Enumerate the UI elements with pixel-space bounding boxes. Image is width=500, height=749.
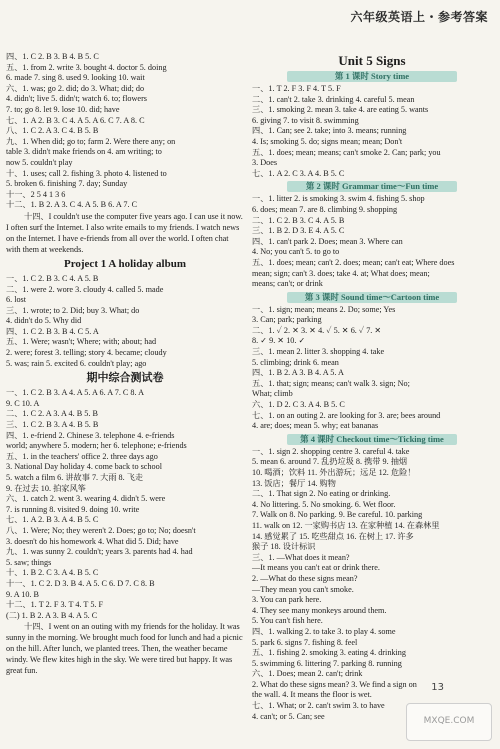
answer-line: 五、1. in the teachers' office 2. three days ago [6,451,158,461]
essay-2: 十四、I went on an outing with my friends for the holiday. It was sunny in the morning. We brought much food for lunch and had a picnic on the hill. After lunch, we planted trees. Then, the weather became windy. We flew kites high in the sky. We were tired but happy. It was great fun. [6,622,243,676]
right-answers-block-5 [252,553,492,723]
answer-line: 五、1. that; sign; means; can't walk 3. sign; No; [252,378,410,388]
answer-line: 二、1. can't 2. take 3. drinking 4. careful 5. mean [252,94,415,104]
answer-line: 三、1. smoking 2. mean 3. take 4. are eating 5. wants [252,105,429,115]
midterm-title: 期中综合测试卷 [86,372,164,385]
page-header: 六年级英语上・参考答案 [350,10,488,24]
answer-line: 5. swimming 6. littering 7. parking 8. running [252,658,402,668]
answer-line: 一、1. sign; mean; means 2. Do; some; Yes [252,304,396,314]
answer-line: 八、1. C 2. A 3. C 4. B 5. B [6,126,99,136]
answer-line: 7. is running 8. visited 9. doing 10. write [6,504,140,514]
answer-line: 一、1. T 2. F 3. F 4. T 5. F [252,84,341,93]
answer-line: 4. didn't do 5. Why did [6,316,82,326]
answer-line: 4. are; does; mean 5. why; eat bananas [252,421,379,431]
answer-line: 6. made 7. sing 8. used 9. looking 10. wait [6,73,145,83]
answer-line: 一、1. C 2. B 3. C 4. A 5. B [6,273,99,283]
answer-line: 七、1. A 2. B 3. C 4. A 5. A 6. C 7. A 8. C [6,115,145,125]
answer-line: 4. No; you can't 5. to go to [252,247,340,257]
answer-line: 五、1. from 2. write 3. bought 4. doctor 5. doing [6,62,167,72]
answer-line: 十一、1. C 2. D 3. B 4. A 5. C 6. D 7. C 8. B [6,578,155,588]
lesson-banner-1: 第 1 课时 Story time [287,71,457,82]
answer-line: 2. What do these signs mean? 3. We find a sign on [252,679,417,689]
essay-1: 十四、I couldn't use the computer five years ago. I can use it now. I often surf the Internet. I also write emails to my friends. I watch news on the Internet. I have e-friends from all over the world. I often chat with them at weekends. [6,211,243,254]
answer-line: 十二、1. B 2. A 3. C 4. A 5. B 6. A 7. C [6,200,138,210]
answer-line: table 3. didn't make friends on 4. am writing; to [6,147,162,157]
answer-line: 二、1. C 2. A 3. A 4. B 5. B [6,409,98,419]
answer-line: 四、1. can't park 2. Does; mean 3. Where can [252,236,403,246]
answer-line: 五、1. Were; wasn't; Where; with; about; had [6,337,157,347]
answer-line: 七、1. A 2. B 3. A 4. B 5. C [6,515,99,525]
right-answers-block-3 [252,305,492,432]
answer-line: 4. Is; smoking 5. do; signs mean; mean; Don't [252,136,403,146]
answer-line: 三、1. B 2. D 3. E 4. A 5. C [252,226,345,236]
answer-line: 四、1. walking 2. to take 3. to play 4. some [252,626,396,636]
answer-line: 三、1. C 2. B 3. A 4. B 5. B [6,420,99,430]
page-number: 13 [431,682,444,693]
answer-line: 9. C 10. A [6,398,40,408]
answer-line: 六、1. was; go 2. did; do 3. What; did; do [6,83,145,93]
answer-line: 八、1. Were; No; they weren't 2. Does; go to; No; doesn't [6,525,196,535]
answer-line: 猴子 18. 设计标识 [252,542,316,552]
answer-line: 3. Does [252,158,278,168]
lesson-banner-3: 第 3 课时 Sound time～Cartoon time [287,292,457,303]
answer-line: 二、1. were 2. wore 3. cloudy 4. called 5. made [6,284,164,294]
answer-line: 4. can't; or 5. Can; see [252,711,325,721]
answer-line: 10. 喝酒；饮料 11. 外出游玩；远足 12. 危险！ [252,468,416,477]
answer-line: (二) 1. B 2. A 3. B 4. A 5. C [6,610,98,620]
answer-line: 4. They see many monkeys around them. [252,605,387,615]
answer-line: 3. Can; park; parking [252,315,322,325]
answer-line: 九、1. When did; go to; farm 2. Were there any; on [6,136,176,146]
answer-line: 二、1. That sign 2. No eating or drinking. [252,489,391,499]
answer-line: 二、1. ✓ 2. ✕ 3. ✕ 4. ✓ 5. ✕ 6. ✓ 7. ✕ [252,325,382,335]
right-answers-block-1 [252,84,492,179]
answer-line: 一、1. sign 2. shopping centre 3. careful 4. take [252,446,410,456]
lesson-banner-2: 第 2 课时 Grammar time～Fun time [287,181,457,192]
answer-line: 5. climbing; drink 6. mean [252,357,339,367]
answer-line: 七、1. on an outing 2. are looking for 3. are; bees around [252,410,441,420]
answer-line: 一、1. litter 2. is smoking 3. swim 4. fishing 5. shop [252,194,425,204]
right-answers-block-4 [252,447,492,553]
answer-line: 7. to; go 8. let 9. lose 10. did; have [6,104,120,114]
answer-line: 三、1. mean 2. litter 3. shopping 4. take [252,347,385,357]
answer-line: 7. Walk on 8. No parking. 9. Be careful. 10. parking [252,510,423,520]
answer-line: 5. park 6. signs 7. fishing 8. feel [252,637,358,647]
answer-line: 9. 在过去 10. 拍家风筝 [6,483,86,493]
answer-line: 2. —What do these signs mean? [252,573,358,583]
answer-line: 13. 饭店；餐厅 14. 购物 [252,478,336,488]
answer-line: 十一、2 5 4 1 3 6 [6,189,66,199]
answer-line: 4. No littering. 5. No smoking. 6. Wet floor. [252,499,396,509]
answer-line: 6. giving 7. to visit 8. swimming [252,115,359,125]
answer-line: 14. 感觉累了 15. 吃些甜点 16. 在树上 17. 许多 [252,531,414,541]
answer-line: 3. doesn't do his homework 4. What did 5. Did; have [6,536,179,546]
left-answers-block-1 [6,52,244,211]
answer-line: 3. National Day holiday 4. come back to school [6,462,162,472]
left-answers-block-2 [6,274,244,369]
answer-line: the wall. 4. It means the floor is wet. [252,690,372,700]
answer-line: 4. didn't; live 5. didn't; watch 6. to; flowers [6,94,147,104]
answer-line: 五、1. does; mean; means; can't smoke 2. Can; park; you [252,147,441,157]
answer-line: 三、1. wrote; to 2. Did; buy 3. What; do [6,305,140,315]
answer-line: 5. You can't fish here. [252,616,323,626]
answer-line: 2. were; forest 3. telling; story 4. became; cloudy [6,348,167,358]
answer-line: 5. mean 6. around 7. 乱扔垃圾 8. 携带 9. 抽烟 [252,457,408,467]
answer-line: 5. was; rain 5. excited 6. couldn't play; ago [6,358,147,368]
answer-line: 四、1. C 2. B 3. B 4. B 5. C [6,52,99,61]
left-answers-block-3 [6,388,244,621]
answer-line: 十、1. B 2. C 3. A 4. B 5. C [6,568,99,578]
answer-line: means; can't; or drink [252,279,323,289]
answer-line: 十二、1. T 2. F 3. T 4. T 5. F [6,600,104,610]
answer-line: 四、1. B 2. A 3. B 4. A 5. A [252,368,344,378]
answer-line: 五、1. fishing 2. smoking 3. eating 4. drinking [252,648,406,658]
answer-line: 9. A 10. B [6,589,39,599]
answer-line: 3. You can park here. [252,595,322,605]
answer-line: —It means you can't eat or drink there. [252,563,380,573]
answer-line: 8. ✓ 9. ✕ 10. ✓ [252,336,306,346]
answer-line: 七、1. What; or 2. can't swim 3. to have [252,701,385,711]
answer-line: 六、1. D 2. C 3. A 4. B 5. C [252,400,345,410]
answer-line: 四、1. e-friend 2. Chinese 3. telephone 4. e-friends [6,430,175,440]
answer-line: 九、1. was sunny 2. couldn't; years 3. parents had 4. had [6,547,193,557]
answer-line: 三、1. —What does it mean? [252,552,350,562]
answer-line: What; climb [252,389,293,399]
answer-line: 一、1. C 2. B 3. A 4. A 5. A 6. A 7. C 8. A [6,388,145,398]
lesson-banner-4: 第 4 课时 Checkout time～Ticking time [287,434,457,445]
answer-line: 四、1. Can; see 2. take; into 3. means; running [252,126,407,136]
answer-line: mean; sign; can't 3. does; take 4. at; What does; mean; [252,268,430,278]
left-column [6,52,244,705]
watermark-logo: MXQE.COM [406,703,492,741]
answer-line: 二、1. C 2. B 3. C 4. A 5. B [252,215,345,225]
answer-line: 5. broken 6. finishing 7. day; Sunday [6,179,128,189]
answer-line: 六、1. catch 2. went 3. wearing 4. didn't 5. were [6,494,166,504]
answer-line: 6. does; mean 7. are 8. climbing 9. shopping [252,204,398,214]
answer-line: 六、1. Does; mean 2. can't; drink [252,669,363,679]
unit-title: Unit 5 Signs [338,53,406,68]
answer-line: 十、1. uses; call 2. fishing 3. photo 4. listened to [6,168,167,178]
answer-line: 5. saw; things [6,557,52,567]
answer-line: 四、1. C 2. B 3. B 4. C 5. A [6,326,99,336]
answer-line: —They mean you can't smoke. [252,584,354,594]
answer-line: now 5. couldn't play [6,157,73,167]
answer-line: 五、1. does; mean; can't 2. does; mean; can't eat; Where does [252,257,455,267]
answer-line: 11. walk on 12. 一家购书店 13. 在家种植 14. 在森林里 [252,520,440,530]
answer-line: 6. lost [6,295,27,305]
answer-line: 七、1. A 2. C 3. A 4. B 5. C [252,168,345,178]
right-answers-block-2 [252,194,492,289]
project-title: Project 1 A holiday album [63,257,187,270]
answer-line: 5. watch a film 6. 讲故事 7. 大雨 8. 飞走 [6,473,144,482]
answer-line: world; anywhere 5. modern; her 6. telephone; e-friends [6,441,187,451]
